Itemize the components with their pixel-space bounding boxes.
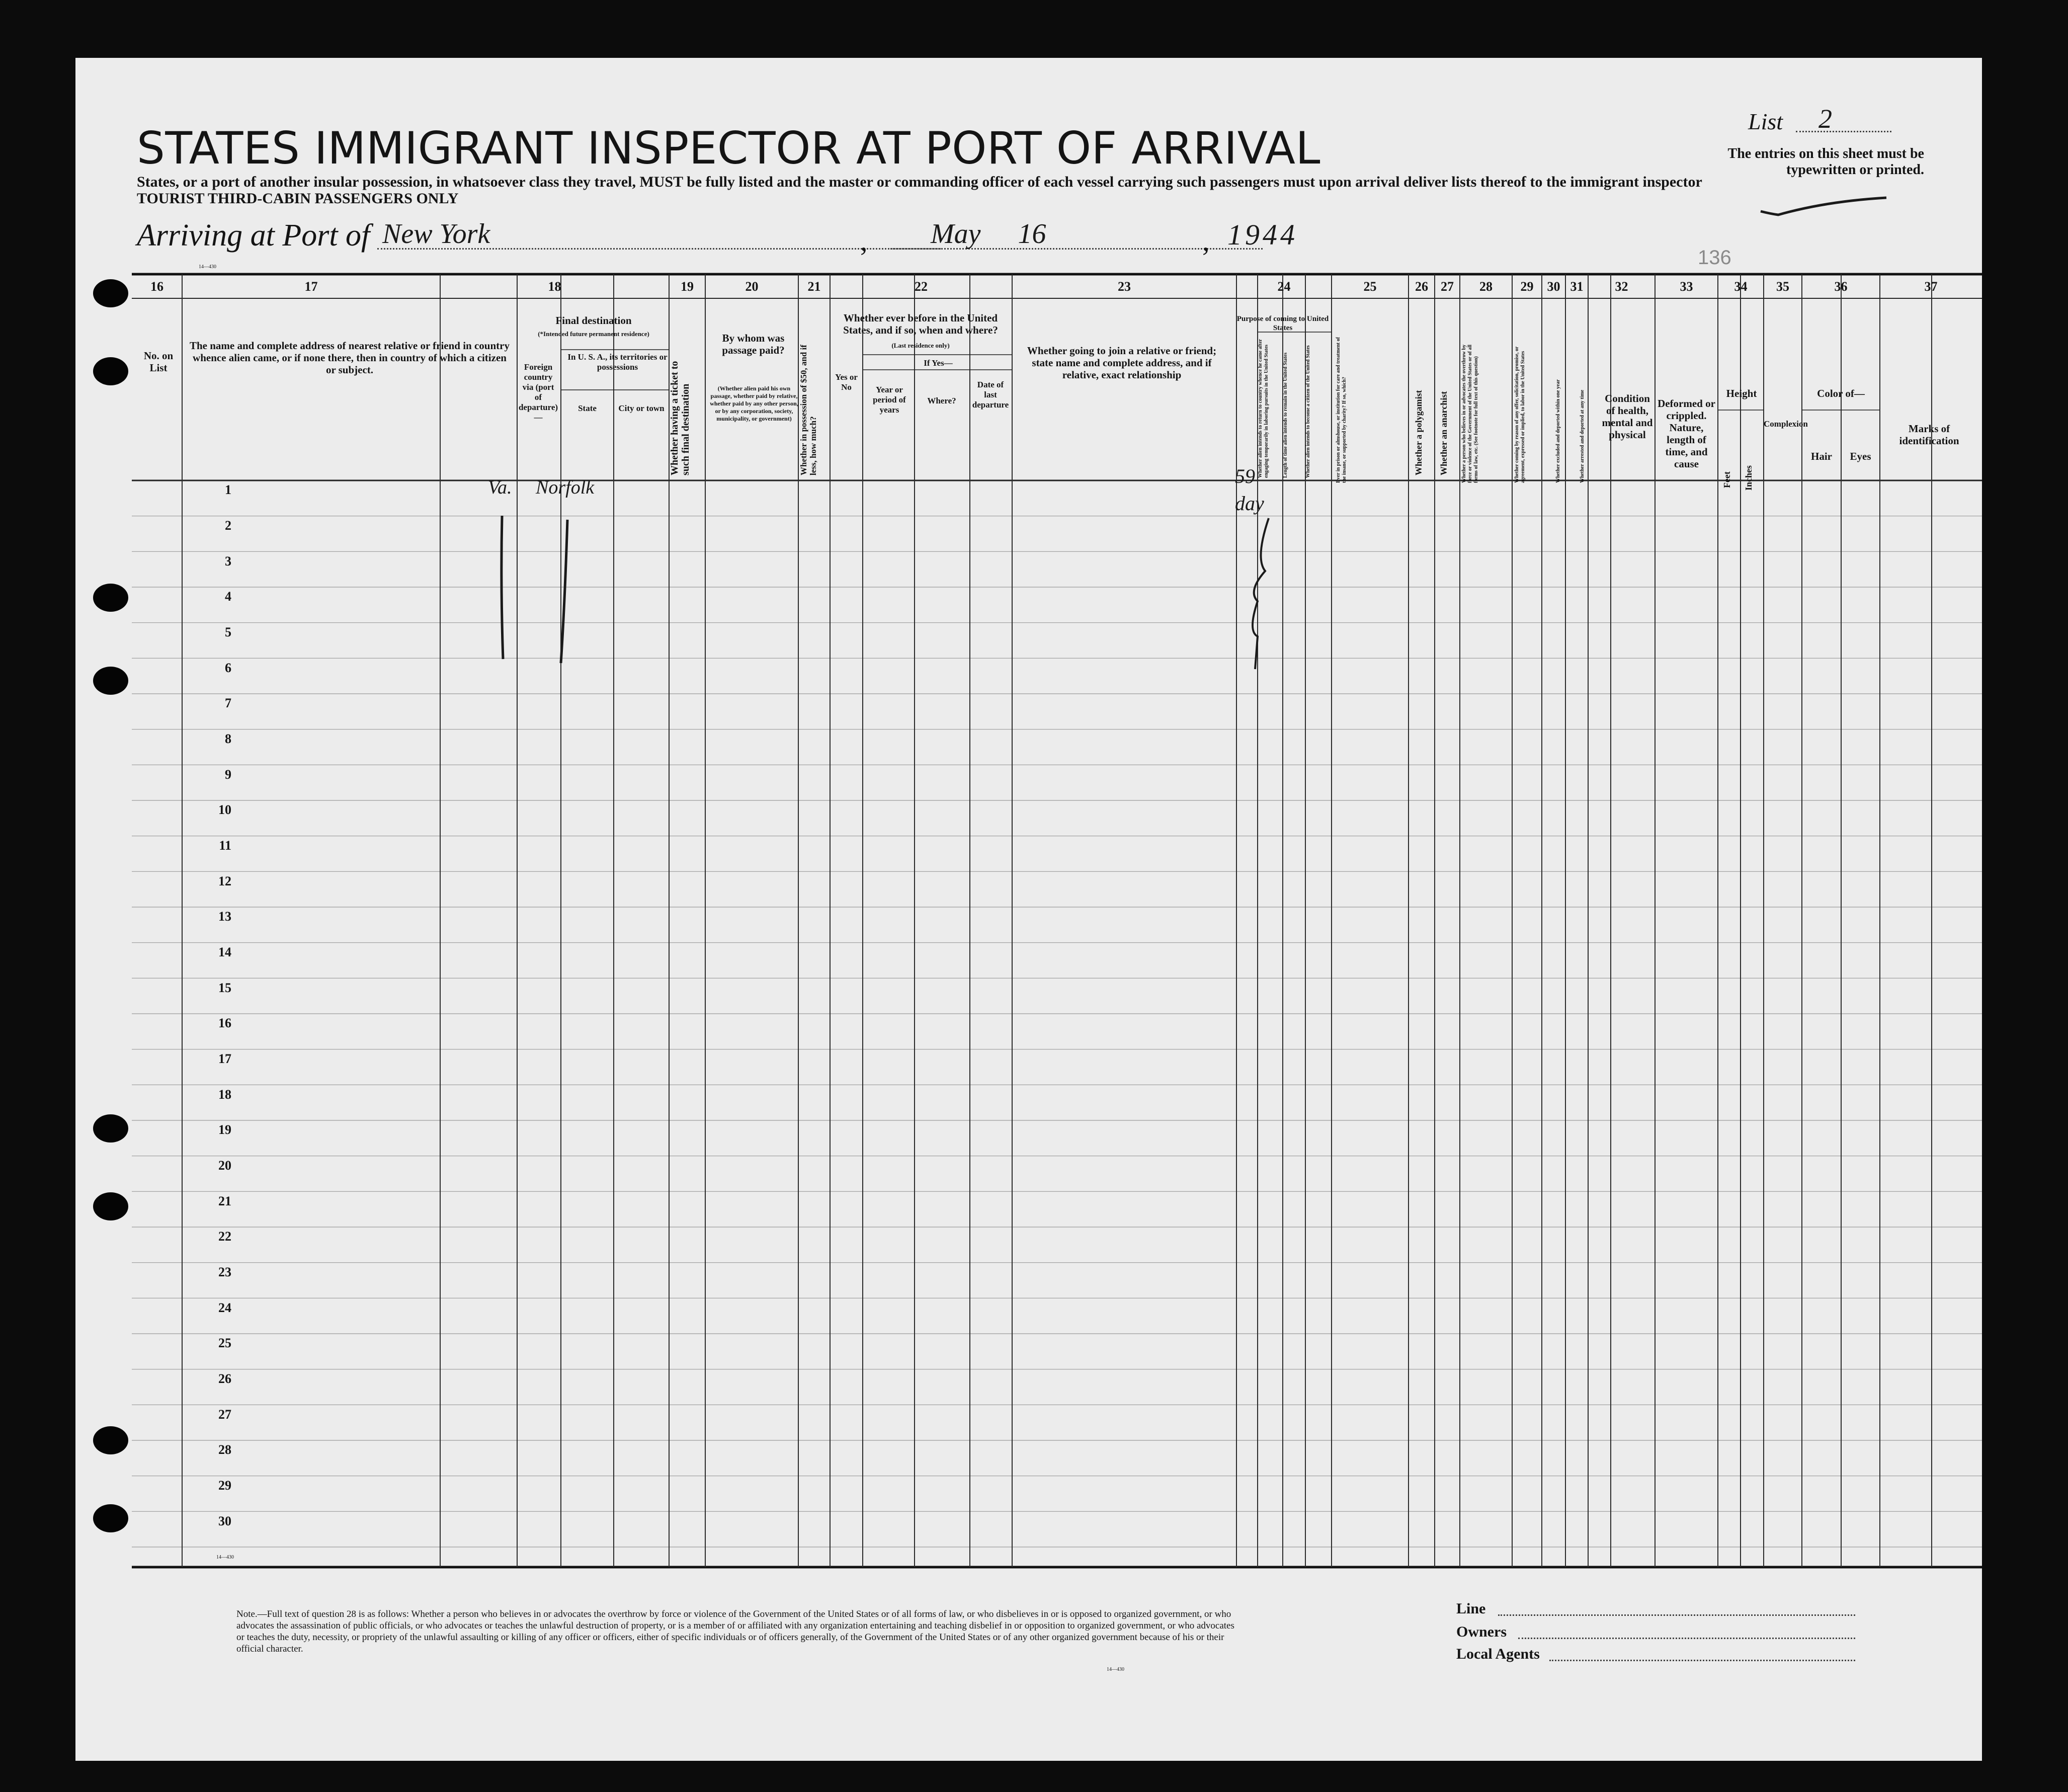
column-number: 29	[1520, 279, 1534, 294]
header-ever-before-in-us: Whether ever before in the United States, and if so, when and where?	[843, 312, 998, 336]
row-number: 9	[225, 767, 231, 782]
row-number: 7	[225, 696, 231, 711]
line-field	[1498, 1614, 1855, 1616]
row-number: 21	[218, 1193, 231, 1208]
header-passage-paid: By whom was passage paid?	[722, 332, 785, 356]
owners-field	[1518, 1638, 1855, 1639]
binder-hole	[93, 1426, 128, 1454]
line-label: Line	[1456, 1600, 1486, 1617]
row-number: 14	[218, 945, 231, 959]
row-number: 5	[225, 625, 231, 639]
column-number: 26	[1415, 279, 1428, 294]
binder-hole	[93, 279, 128, 307]
row-number: 1	[225, 482, 231, 498]
row2-length-of-stay-entry: day	[1235, 492, 1264, 515]
document-subtitle: States, or a port of another insular possession, in whatsoever class they travel, MUST be fully listed and the master or commanding officer of each vessel carrying such passengers must upon arrival deliver lists thereof to the immigrant inspector	[137, 174, 1702, 190]
column-number: 28	[1479, 279, 1493, 294]
header-ever-before-note: (Last residence only)	[891, 342, 950, 349]
column-number: 30	[1547, 279, 1560, 294]
header-health: Condition of health, mental and physical	[1602, 392, 1653, 441]
header-marks-identification: Marks of identification	[1899, 423, 1959, 447]
header-purpose: Purpose of coming to United States	[1236, 315, 1329, 332]
header-final-destination: Final destination	[555, 314, 632, 327]
row-number: 30	[218, 1513, 231, 1528]
header-deformed: Deformed or crippled. Nature, length of time, and cause	[1658, 397, 1715, 470]
row-number: 26	[218, 1371, 231, 1386]
binder-hole	[93, 667, 128, 695]
list-label: List	[1748, 109, 1783, 134]
row-number: 16	[218, 1016, 231, 1031]
column-number: 18	[548, 279, 561, 294]
binder-hole	[93, 1114, 128, 1143]
header-yes-or-no: Yes or No	[835, 372, 858, 392]
column-number: 34	[1734, 279, 1748, 294]
local-agents-label: Local Agents	[1456, 1646, 1540, 1662]
header-excluded-deported: Whether excluded and deported within one year	[1555, 379, 1561, 483]
comma-1: ,	[860, 224, 868, 257]
column-number: 35	[1776, 279, 1789, 294]
header-feet: Feet	[1722, 471, 1732, 488]
header-where: Where?	[927, 396, 956, 405]
row-number: 23	[218, 1265, 231, 1279]
column-number: 24	[1277, 279, 1291, 294]
row-number: 19	[218, 1122, 231, 1137]
column-number: 22	[915, 279, 928, 294]
local-agents-field	[1549, 1660, 1855, 1661]
binder-hole	[93, 584, 128, 612]
row-number: 12	[218, 873, 231, 888]
header-nearest-relative: The name and complete address of nearest relative or friend in country whence alien came, or if none there, then in country of which a citizen or subject.	[190, 340, 510, 376]
binder-hole	[93, 357, 128, 385]
arrival-year-handwritten: 1944	[1227, 218, 1298, 251]
row1-length-of-stay-entry: 59	[1235, 465, 1255, 487]
document-subtitle-class: TOURIST THIRD-CABIN PASSENGERS ONLY	[137, 190, 459, 207]
ditto-marks	[75, 58, 1982, 1761]
row-number: 11	[219, 838, 231, 853]
row-number: 28	[218, 1442, 231, 1457]
comma-2: ,	[1202, 224, 1210, 257]
header-anarchist: Whether an anarchist	[1439, 391, 1449, 475]
column-number: 31	[1570, 279, 1584, 294]
manifest-sheet	[75, 58, 1982, 1761]
column-number: 23	[1118, 279, 1131, 294]
row-number: 25	[218, 1336, 231, 1351]
header-question-28: Whether a person who believes in or advocates the overthrow by force or violence of the Government of the United States or of all forms of law, etc. (See footnote for full text of this question)	[1461, 345, 1479, 483]
header-height: Height	[1726, 387, 1757, 399]
arriving-port-handwritten: New York	[382, 218, 490, 250]
header-eyes: Eyes	[1850, 450, 1871, 462]
column-number: 21	[807, 279, 821, 294]
row-number: 24	[218, 1300, 231, 1315]
form-number-top: 14—430	[199, 264, 216, 270]
header-passage-paid-note: (Whether alien paid his own passage, whether paid by relative, whether paid by any other person, or by any corporation, society, municipality, or government)	[710, 385, 798, 422]
binder-hole	[93, 1504, 128, 1532]
row1-city-entry: Norfolk	[536, 477, 595, 498]
arrival-date-handwritten: May 16	[931, 218, 1046, 250]
column-number: 36	[1834, 279, 1848, 294]
column-number: 27	[1441, 279, 1454, 294]
header-labor-offer: Whether coming by reason of any offer, solicitation, promise, or agreement, expressed or implied, to labor in the United States	[1514, 346, 1526, 483]
row-number: 17	[218, 1051, 231, 1066]
column-number: 25	[1363, 279, 1377, 294]
header-ticket: Whether having a ticket to such final destination	[669, 361, 691, 475]
row-number: 3	[225, 553, 231, 568]
row-number: 13	[218, 909, 231, 924]
typewritten-note: The entries on this sheet must be typewritten or printed.	[1727, 146, 1924, 178]
footnote-question-28: Note.—Full text of question 28 is as follows: Whether a person who believes in or advocates the overthrow by force or violence of the Government of the United States or of all forms of law, or who disbelieves in or is opposed to organized government, or who advocates the assassination of public officials, or who advocates or teaches the unlawful destruction of property, or is a member of or affiliated with any organization entertaining and teaching disbelief in or opposition to organized government, or who advocates or teaches the duty, necessity, or propriety of the unlawful assaulting or killing of any officer or officers, either of specific individuals or of officers generally, of the Government of the United States or of any other organized government because of his or their official character.	[236, 1609, 1234, 1654]
owners-label: Owners	[1456, 1623, 1507, 1640]
header-return-intent: Whether alien intends to return to country whence he came after engaging temporarily in laboring pursuits in the United States	[1258, 339, 1269, 478]
form-number-footer: 14—430	[1107, 1667, 1124, 1672]
row1-state-entry: Va.	[488, 477, 512, 498]
row-number: 6	[225, 660, 231, 675]
column-number: 33	[1680, 279, 1693, 294]
row-number: 18	[218, 1087, 231, 1102]
row-number: 10	[218, 802, 231, 818]
header-citizen-intent: Whether alien intends to become a citizen of the United States	[1305, 345, 1311, 478]
row-number: 2	[225, 518, 231, 533]
arriving-label: Arriving at Port of	[137, 218, 370, 253]
header-date-last-departure: Date of last departure	[972, 380, 1009, 410]
header-if-yes: If Yes—	[924, 358, 953, 368]
header-year-or-period: Year or period of years	[873, 385, 906, 415]
header-join-relative: Whether going to join a relative or friend; state name and complete address, and if relative, exact relationship	[1027, 345, 1217, 381]
stamped-number: 136	[1698, 247, 1731, 269]
header-length-of-stay: Length of time alien intends to remain in the United States	[1283, 352, 1288, 478]
header-complexion: Complexion	[1764, 419, 1808, 429]
row-number: 27	[218, 1407, 231, 1422]
header-foreign-country: Foreign country via (port of departure)—	[518, 362, 558, 422]
header-arrested-deported: Whether arrested and deported at any time	[1580, 389, 1585, 483]
header-city-or-town: City or town	[618, 403, 665, 413]
header-color-of: Color of—	[1817, 387, 1865, 399]
header-state: State	[578, 403, 597, 413]
column-number: 17	[304, 279, 318, 294]
column-number: 37	[1924, 279, 1938, 294]
row-number: 29	[218, 1478, 231, 1493]
header-prison-almshouse: Ever in prison or almshouse, or institution for care and treatment of the insane, or supported by charity? If so, which?	[1336, 337, 1347, 483]
column-number: 32	[1615, 279, 1628, 294]
document-title: STATES IMMIGRANT INSPECTOR AT PORT OF ARRIVAL	[137, 122, 1320, 174]
list-number-handwritten: 2	[1818, 104, 1832, 134]
row-number: 4	[225, 589, 231, 604]
header-inches: Inches	[1744, 465, 1754, 491]
header-in-usa: In U. S. A., its territories or possessions	[567, 352, 668, 372]
header-final-destination-note: (*Intended future permanent residence)	[538, 330, 649, 338]
row-number: 15	[218, 980, 231, 995]
form-number-bottom: 14—430	[216, 1555, 234, 1560]
row-number: 20	[218, 1158, 231, 1173]
column-number: 16	[150, 279, 163, 294]
header-no-on-list: No. on List	[143, 350, 174, 374]
header-hair: Hair	[1811, 450, 1832, 462]
header-polygamist: Whether a polygamist	[1414, 390, 1424, 475]
row-number: 8	[225, 731, 231, 746]
header-fifty-dollars: Whether in possession of $50, and if less, how much?	[799, 345, 818, 475]
column-number: 19	[681, 279, 694, 294]
column-number: 20	[745, 279, 759, 294]
binder-hole	[93, 1192, 128, 1220]
row-number: 22	[218, 1229, 231, 1244]
